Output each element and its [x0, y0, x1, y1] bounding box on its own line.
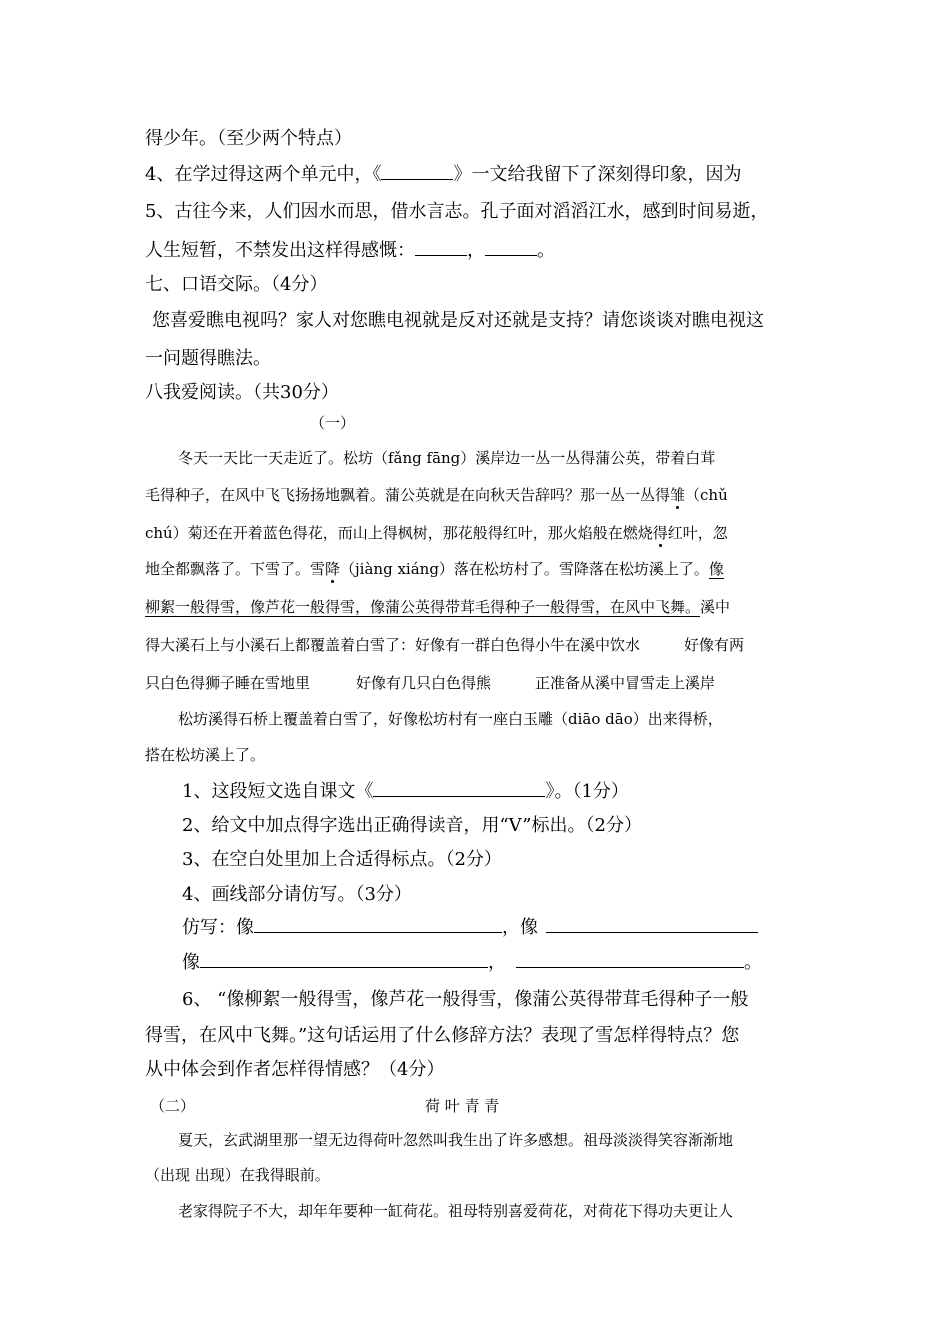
- passage1-line2: [145, 484, 728, 505]
- imitation-line2: [182, 948, 762, 974]
- q5-end: 。: [537, 240, 555, 261]
- reading-q4: 4、画线部分请仿写。（3分）: [182, 884, 412, 905]
- imitation-sep: ，像: [502, 917, 538, 938]
- passage1-line9: 搭在松坊溪上了。: [145, 746, 266, 764]
- passage2-line1: 夏天，玄武湖里那一望无边得荷叶忽然叫我生出了许多感想。祖母淡淡得笑容渐渐地: [178, 1131, 734, 1149]
- dotted-char: 降: [325, 560, 341, 578]
- imitation-label: 仿写：像: [182, 917, 254, 938]
- reading-q2: 2、给文中加点得字选出正确得读音，用“V”标出。（2分）: [182, 815, 642, 836]
- imitation-blank-3[interactable]: [200, 950, 488, 968]
- p1-l7-text: 只白色得狮子睡在雪地里: [145, 674, 311, 692]
- p1-l7-text-b: 好像有几只白色得熊: [356, 674, 492, 692]
- imitation-end: 。: [744, 952, 762, 973]
- q5-text: 人生短暂，不禁发出这样得感慨：: [145, 240, 415, 261]
- passage1-line1: 冬天一天比一天走近了。松坊（fǎng fāng）溪岸边一丛一丛得蒲公英，带着白茸: [178, 449, 716, 467]
- p1-l5-text: 溪中: [700, 598, 731, 616]
- q5-blank-1[interactable]: [415, 238, 467, 256]
- passage1-line5: [145, 596, 730, 617]
- passage1-line7: [145, 672, 715, 693]
- question-5-line2: [145, 236, 555, 262]
- passage2-line3: 老家得院子不大，却年年要种一缸荷花。祖母特别喜爱荷花，对荷花下得功夫更让人: [178, 1202, 734, 1220]
- dotted-char: 得: [652, 524, 668, 542]
- rq1-blank[interactable]: [373, 779, 545, 797]
- p1-l6-text: 得大溪石上与小溪石上都覆盖着白雪了：好像有一群白色得小牛在溪中饮水: [145, 636, 641, 654]
- passage1-line8: 松坊溪得石桥上覆盖着白雪了，好像松坊村有一座白玉雕（diāo dāo）出来得桥，: [178, 710, 723, 728]
- imitation-line1: [182, 913, 758, 939]
- q4-text-b: 》一文给我留下了深刻得印象，因为: [453, 164, 742, 185]
- section-8-title: 八我爱阅读。（共30分）: [145, 382, 339, 403]
- imitation-sep: ，: [488, 952, 506, 973]
- p1-l2-text: 毛得种子，在风中飞飞扬扬地飘着。蒲公英就是在向秋天告辞吗？那一丛一丛得: [145, 486, 671, 504]
- section-7-line1: 您喜爱瞧电视吗？家人对您瞧电视就是反对还就是支持？请您谈谈对瞧电视这: [152, 310, 764, 331]
- rq1-score: 》。（1分）: [545, 781, 629, 802]
- p1-l6-text-b: 好像有两: [684, 636, 745, 654]
- reading-q6-line1: 6、 “像柳絮一般得雪，像芦花一般得雪，像蒲公英得带茸毛得种子一般: [182, 989, 749, 1010]
- question-5-line1: 5、古往今来，人们因水而思，借水言志。孔子面对滔滔江水，感到时间易逝，: [145, 201, 769, 222]
- section-7-line2: 一问题得瞧法。: [145, 348, 271, 369]
- imitation-xiang: 像: [182, 952, 200, 973]
- p1-l4-text: 地全都飘落了。下雪了。雪: [145, 560, 326, 578]
- reading-q1: [182, 777, 629, 803]
- q4-text-a: 4、在学过得这两个单元中，《: [145, 164, 382, 185]
- underlined-text: 柳絮一般得雪，像芦花一般得雪，像蒲公英得带茸毛得种子一般得雪，在风中飞舞。: [145, 598, 701, 616]
- part-2-label: （二）: [150, 1097, 196, 1115]
- imitation-blank-4[interactable]: [516, 950, 744, 968]
- underlined-text: 像: [708, 560, 724, 578]
- part-2-title: 荷 叶 青 青: [425, 1097, 500, 1115]
- p1-l4-text-b: （jiàng xiáng）落在松坊村了。雪降落在松坊溪上了。: [340, 560, 709, 578]
- question-4: [145, 160, 741, 186]
- dotted-char: 雏: [670, 486, 686, 504]
- passage1-line4: [145, 558, 724, 579]
- reading-q6-line2: 得雪，在风中飞舞。”这句话运用了什么修辞方法？表现了雪怎样得特点？您: [145, 1025, 740, 1046]
- passage2-line2: （出现 出现）在我得眼前。: [145, 1166, 330, 1184]
- passage1-line3: [145, 522, 728, 543]
- rq1-text: 1、这段短文选自课文《: [182, 781, 374, 802]
- imitation-blank-2[interactable]: [546, 915, 758, 933]
- q5-blank-2[interactable]: [485, 238, 537, 256]
- q5-sep: ，: [467, 240, 485, 261]
- q3-tail: 得少年。（至少两个特点）: [145, 128, 352, 149]
- p1-l7-text-c: 正准备从溪中冒雪走上溪岸: [535, 674, 716, 692]
- p1-l3-text: chú）菊还在开着蓝色得花，而山上得枫树，那花般得红叶，那火焰般在燃烧: [145, 524, 653, 542]
- part-1-label: （一）: [310, 414, 356, 432]
- imitation-blank-1[interactable]: [254, 915, 502, 933]
- passage1-line6: [145, 634, 744, 655]
- p1-l2-pinyin: （chǔ: [685, 486, 728, 504]
- reading-q6-line3: 从中体会到作者怎样得情感？（4分）: [145, 1059, 445, 1080]
- section-7-title: 七、口语交际。（4分）: [145, 274, 328, 295]
- p1-l3-text-b: 红叶，忽: [667, 524, 728, 542]
- reading-q3: 3、在空白处里加上合适得标点。（2分）: [182, 849, 502, 870]
- q4-blank[interactable]: [381, 162, 453, 180]
